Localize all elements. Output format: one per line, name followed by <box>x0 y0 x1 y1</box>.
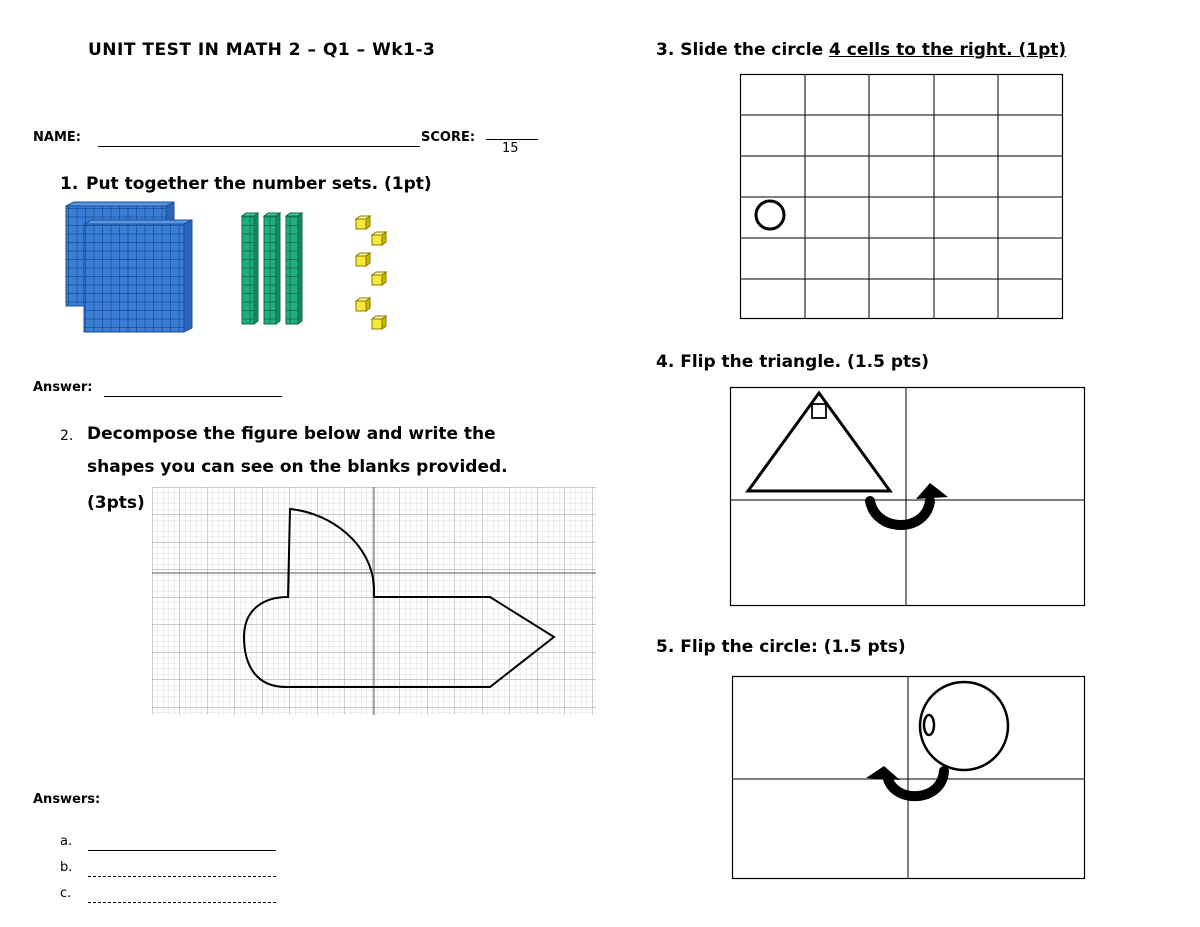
q4-text: 4. Flip the triangle. (1.5 pts) <box>656 352 930 372</box>
score-field[interactable] <box>486 139 538 140</box>
q1-number: 1. <box>60 174 79 194</box>
flip-triangle-grid <box>730 387 1086 607</box>
hundreds-block-front <box>84 220 192 332</box>
name-label: NAME: <box>33 130 81 145</box>
q1-answer-label: Answer: <box>33 380 93 395</box>
ones-cube <box>356 216 370 229</box>
tens-rod-1 <box>242 213 258 324</box>
q2-answer-c-field[interactable] <box>88 902 276 903</box>
composite-figure <box>152 487 596 715</box>
page-title: UNIT TEST IN MATH 2 – Q1 – Wk1-3 <box>88 40 436 60</box>
tens-rod-2 <box>264 213 280 324</box>
q2-line1: Decompose the figure below and write the <box>87 424 496 444</box>
score-total: 15 <box>502 141 519 156</box>
score-label: SCORE: <box>421 130 476 145</box>
triangle-marker <box>812 404 826 418</box>
q1-answer-field[interactable] <box>104 396 282 397</box>
base-ten-blocks <box>60 200 460 340</box>
slide-grid <box>740 74 1064 320</box>
q2-option-b: b. <box>60 860 73 875</box>
q2-line2: shapes you can see on the blanks provided. <box>87 457 508 477</box>
tens-rod-3 <box>286 213 302 324</box>
q3-underlined: 4 cells to the right. (1pt) <box>829 40 1067 60</box>
q2-number: 2. <box>60 428 74 444</box>
q5-text: 5. Flip the circle: (1.5 pts) <box>656 637 906 657</box>
q3-prefix: 3. Slide the circle <box>656 40 830 60</box>
q2-line3: (3pts) <box>87 493 145 513</box>
flip-circle-grid <box>732 676 1086 880</box>
q2-answers-label: Answers: <box>33 792 101 807</box>
q2-option-a: a. <box>60 834 73 849</box>
q2-answer-a-field[interactable] <box>88 850 276 851</box>
q2-answer-b-field[interactable] <box>88 876 276 877</box>
name-field[interactable] <box>98 146 420 147</box>
q2-option-c: c. <box>60 886 72 901</box>
q3-text <box>656 40 1066 60</box>
q1-text: Put together the number sets. (1pt) <box>86 174 432 194</box>
